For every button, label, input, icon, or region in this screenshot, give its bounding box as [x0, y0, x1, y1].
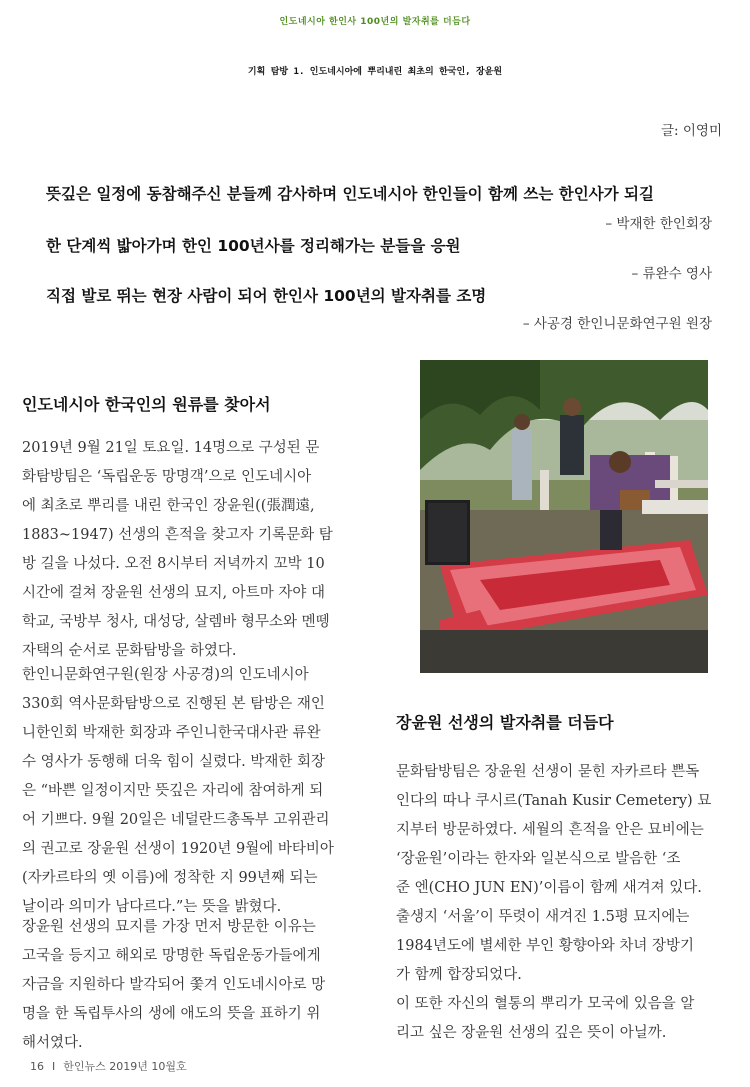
quote-3-attribution: – 사공경 한인니문화연구원 원장: [522, 316, 712, 332]
page-subtitle: 기획 탐방 1. 인도네시아에 뿌리내린 최초의 한국인, 장윤원: [247, 67, 503, 77]
quote-2: 한 단계씩 밟아가며 한인 100년사를 정리해가는 분들을 응원: [46, 237, 461, 255]
text-line: 지부터 방문하였다. 세월의 흔적을 안은 묘비에는: [396, 822, 704, 838]
text-line: 방 길을 나섰다. 오전 8시부터 저녁까지 꼬박 10: [22, 556, 325, 572]
text-line: 장윤원 선생의 묘지를 가장 먼저 방문한 이유는: [22, 919, 316, 935]
text-line: 가 함께 합장되었다.: [396, 967, 522, 983]
quote-1-attribution: – 박재한 한인회장: [605, 216, 712, 232]
quote-2-attribution: – 류완수 영사: [631, 266, 712, 282]
page-number: 16: [30, 1060, 44, 1073]
text-line: 문화탐방팀은 장윤원 선생이 묻힌 자카르타 쁜독: [396, 764, 700, 780]
text-line: 자금을 지원하다 발각되어 쫓겨 인도네시아로 망: [22, 977, 326, 993]
text-line: 은 “바쁜 일정이지만 뜻깊은 자리에 참여하게 되: [22, 783, 324, 799]
text-line: 해서였다.: [22, 1035, 83, 1051]
paragraph-cemetery-visit: [396, 758, 732, 1048]
text-line: 에 최초로 뿌리를 내린 한국인 장윤원((張潤遠,: [22, 498, 315, 514]
quote-1: 뜻깊은 일정에 동참해주신 분들께 감사하며 인도네시아 한인들이 함께 쓰는 한인사가 되길: [46, 185, 654, 203]
text-line: 이 또한 자신의 혈통의 뿌리가 모국에 있음을 알: [396, 996, 695, 1012]
text-line: 니한인회 박재한 회장과 주인니한국대사관 류완: [22, 725, 321, 741]
text-line: 330회 역사문화탐방으로 진행된 본 탐방은 재인: [22, 696, 325, 712]
page-title: 인도네시아 한인사 100년의 발자취를 더듬다: [279, 17, 471, 27]
author-byline: 글: 이영미: [660, 123, 722, 139]
text-line: 어 기쁘다. 9월 20일은 네덜란드총독부 고위관리: [22, 812, 330, 828]
text-line: 리고 싶은 장윤원 선생의 깊은 뜻이 아닐까.: [396, 1025, 667, 1041]
text-line: 화탐방팀은 ‘독립운동 망명객’으로 인도네시아: [22, 469, 312, 485]
paragraph-reason: [22, 913, 386, 1058]
text-line: 자택의 순서로 문화탐방을 하였다.: [22, 643, 237, 659]
publication-name: 한인뉴스 2019년 10월호: [63, 1060, 187, 1073]
quote-3: 직접 발로 뛰는 현장 사람이 되어 한인사 100년의 발자취를 조명: [46, 287, 487, 305]
text-line: 수 영사가 동행해 더욱 힘이 실렸다. 박재한 회장: [22, 754, 326, 770]
text-line: 1883~1947) 선생의 흔적을 찾고자 기록문화 탐: [22, 527, 333, 543]
text-line: 시간에 걸쳐 장윤원 선생의 묘지, 아트마 자야 대: [22, 585, 326, 601]
footer-separator: I: [52, 1060, 56, 1073]
text-line: 학교, 국방부 청사, 대성당, 살렘바 형무소와 멘뗑: [22, 614, 330, 630]
text-line: 날이라 의미가 남다르다.”는 뜻을 밝혔다.: [22, 899, 282, 915]
text-line: 명을 한 독립투사의 생에 애도의 뜻을 표하기 위: [22, 1006, 321, 1022]
text-line: 의 권고로 장윤원 선생이 1920년 9월에 바타비아: [22, 841, 334, 857]
text-line: 출생지 ‘서울’이 뚜렷이 새겨진 1.5평 묘지에는: [396, 909, 690, 925]
text-line: 2019년 9월 21일 토요일. 14명으로 구성된 문: [22, 440, 320, 456]
text-line: 고국을 등지고 해외로 망명한 독립운동가들에게: [22, 948, 321, 964]
page-footer: [30, 1058, 187, 1074]
cemetery-grave-photo: [420, 360, 708, 673]
text-line: 인다의 따나 쿠시르(Tanah Kusir Cemetery) 묘: [396, 793, 712, 809]
text-line: (자카르타의 옛 이름)에 정착한 지 99년째 되는: [22, 870, 318, 886]
text-line: 한인니문화연구원(원장 사공경)의 인도네시아: [22, 667, 309, 683]
text-line: 1984년도에 별세한 부인 황향아와 차녀 장방기: [396, 938, 695, 954]
paragraph-companions: [22, 661, 386, 922]
text-line: 준 엔(CHO JUN EN)’이름이 함께 새겨져 있다.: [396, 880, 702, 896]
section-heading-footsteps: 장윤원 선생의 발자취를 더듬다: [396, 713, 614, 732]
text-line: ‘장윤원’이라는 한자와 일본식으로 발음한 ‘조: [396, 851, 681, 867]
paragraph-trip-intro: [22, 434, 386, 666]
section-heading-origin: 인도네시아 한국인의 원류를 찾아서: [22, 395, 271, 414]
